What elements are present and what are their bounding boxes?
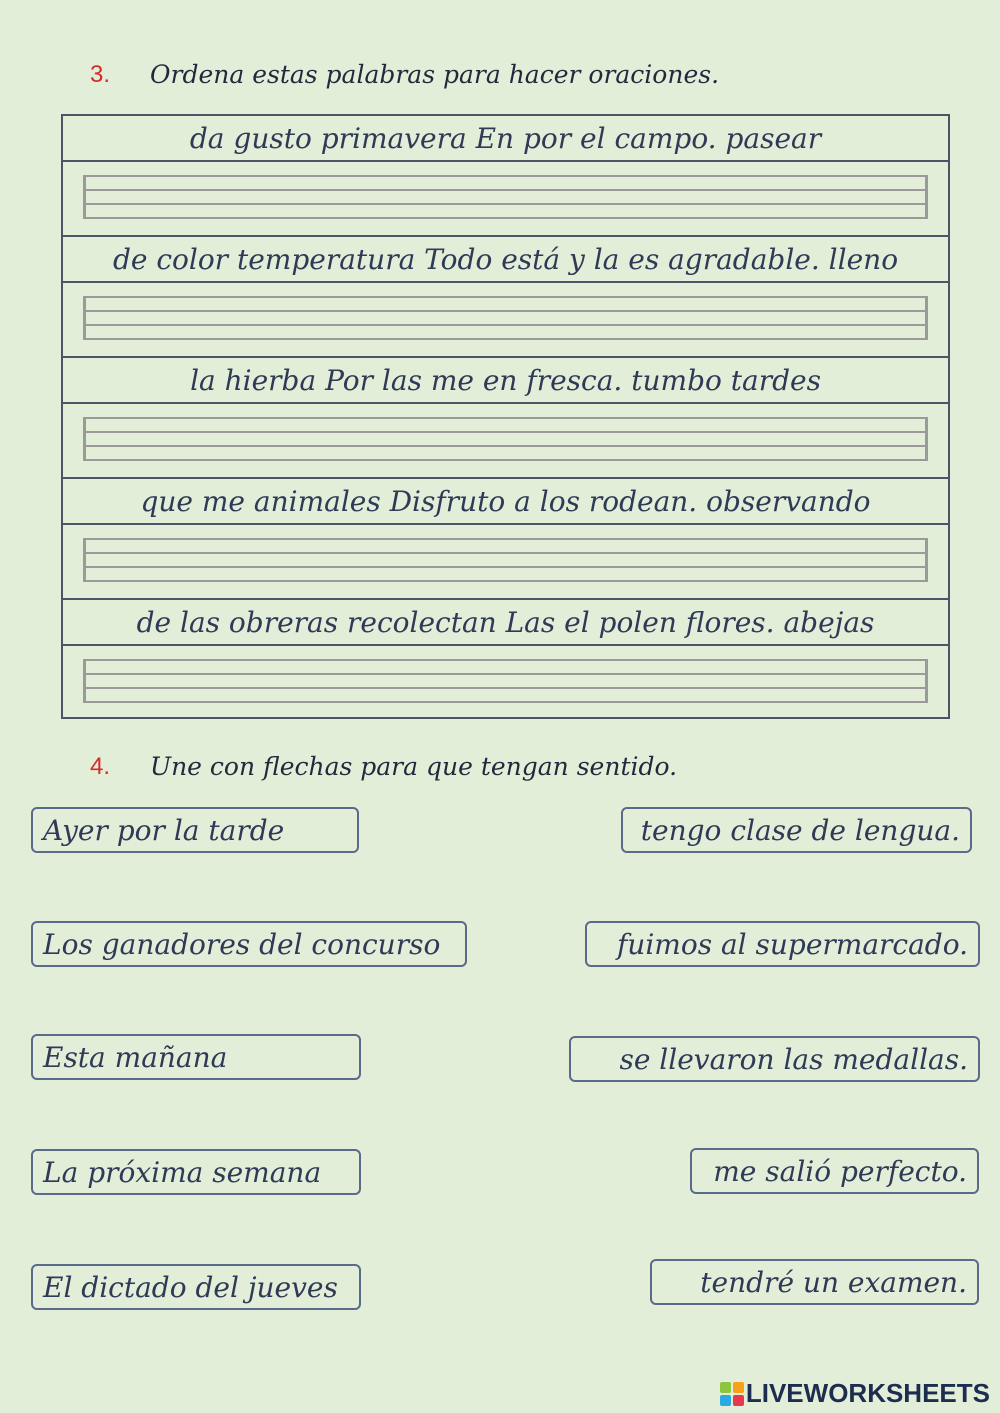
match-right-item[interactable]: tendré un examen. xyxy=(650,1259,979,1305)
match-left-item[interactable]: El dictado del jueves xyxy=(31,1264,361,1310)
match-right-item[interactable]: se llevaron las medallas. xyxy=(569,1036,980,1082)
answer-line[interactable] xyxy=(63,404,948,479)
answer-line[interactable] xyxy=(63,283,948,358)
handwriting-guide-lines xyxy=(83,175,928,219)
match-left-item[interactable]: La próxima semana xyxy=(31,1149,361,1195)
match-right-item[interactable]: fuimos al supermarcado. xyxy=(585,921,980,967)
scrambled-sentence: de las obreras recolectan Las el polen flores. abejas xyxy=(63,600,948,646)
scrambled-sentence: de color temperatura Todo está y la es agradable. lleno xyxy=(63,237,948,283)
match-left-item[interactable]: Ayer por la tarde xyxy=(31,807,359,853)
scrambled-sentence: la hierba Por las me en fresca. tumbo tardes xyxy=(63,358,948,404)
handwriting-guide-lines xyxy=(83,417,928,461)
liveworksheets-logo-icon xyxy=(720,1382,744,1406)
answer-line[interactable] xyxy=(63,646,948,721)
match-left-item[interactable]: Esta mañana xyxy=(31,1034,361,1080)
exercise-3-instruction: Ordena estas palabras para hacer oraciones. xyxy=(150,60,720,89)
brand-name: LIVEWORKSHEETS xyxy=(745,1378,990,1408)
liveworksheets-logo xyxy=(720,1378,990,1409)
sentence-ordering-table xyxy=(61,114,950,719)
exercise-4-title xyxy=(90,752,677,781)
scrambled-sentence: da gusto primavera En por el campo. pasear xyxy=(63,116,948,162)
exercise-3-number: 3. xyxy=(90,60,111,88)
exercise-3-title xyxy=(90,60,719,89)
handwriting-guide-lines xyxy=(83,659,928,703)
match-left-item[interactable]: Los ganadores del concurso xyxy=(31,921,467,967)
scrambled-sentence: que me animales Disfruto a los rodean. observando xyxy=(63,479,948,525)
answer-line[interactable] xyxy=(63,525,948,600)
match-right-item[interactable]: tengo clase de lengua. xyxy=(621,807,972,853)
match-right-item[interactable]: me salió perfecto. xyxy=(690,1148,979,1194)
handwriting-guide-lines xyxy=(83,296,928,340)
answer-line[interactable] xyxy=(63,162,948,237)
exercise-4-instruction: Une con flechas para que tengan sentido. xyxy=(150,752,678,781)
handwriting-guide-lines xyxy=(83,538,928,582)
exercise-4-number: 4. xyxy=(90,752,111,780)
